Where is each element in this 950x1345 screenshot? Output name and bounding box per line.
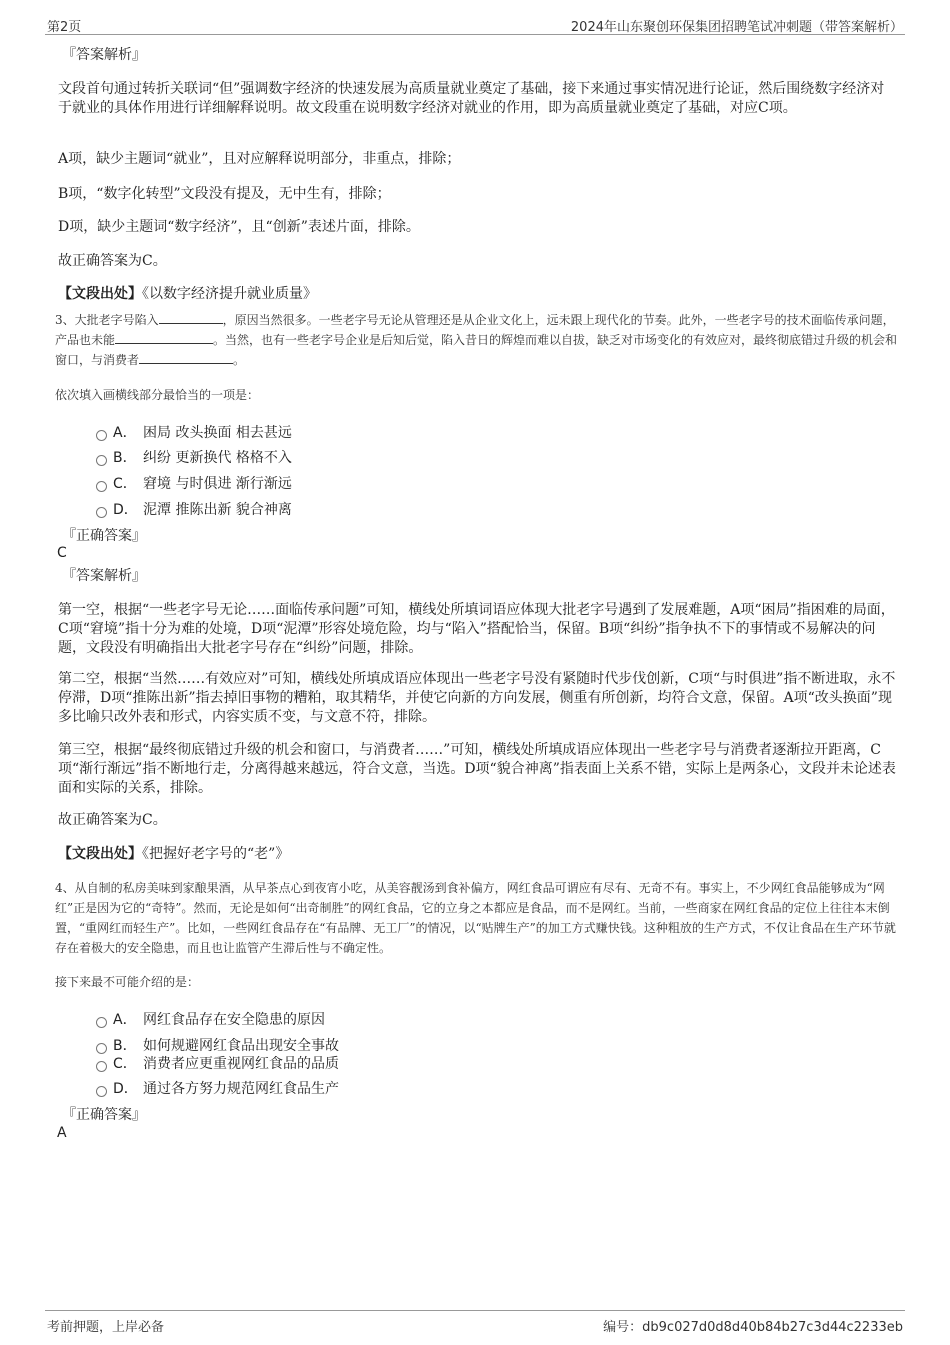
- question-3-stem: [55, 310, 900, 370]
- option-letter: C．: [113, 1056, 137, 1072]
- radio-icon[interactable]: [96, 430, 107, 441]
- analysis-option-a: A项，缺少主题词“就业”，且对应解释说明部分，非重点，排除；: [58, 151, 461, 167]
- option-letter: B．: [113, 1038, 137, 1054]
- analysis-option-b: B项，“数字化转型”文段没有提及，无中生有，排除；: [58, 186, 391, 202]
- analysis-label: 『答案解析』: [62, 568, 146, 584]
- id-value: db9c027d0d8d40b84b27c3d44c2233eb: [642, 1320, 903, 1335]
- option-text: 泥潭 推陈出新 貌合神离: [143, 502, 292, 518]
- option-letter: A．: [113, 1012, 137, 1028]
- question-4-prompt: 接下来最不可能介绍的是：: [55, 975, 200, 989]
- document-id: [603, 1316, 903, 1335]
- analysis-paragraph: 文段首句通过转折关联词“但”强调数字经济的快速发展为高质量就业奠定了基础，接下来通过事实情况进行论证，然后围绕数字经济对于就业的具体作用进行详细解释说明。故文段重在说明数字经济对就业的作用，即为高质量就业奠定了基础，对应C项。: [58, 81, 885, 116]
- page-header: [45, 14, 905, 35]
- option-letter: A．: [113, 425, 137, 441]
- analysis-conclusion: 故正确答案为C。: [58, 812, 167, 828]
- stem-text: 。: [233, 353, 246, 367]
- q4-option-a[interactable]: [96, 1009, 325, 1029]
- stem-text: 。当然，也有一些老字号企业是后知后觉，陷入昔日的辉煌而难以自拔，缺乏对市场变化的有效应对，最终彻底错过升级的机会和窗口，与消费者: [55, 333, 898, 367]
- option-text: 消费者应更重视网红食品的品质: [143, 1056, 339, 1072]
- q3-option-b[interactable]: [96, 447, 292, 467]
- q3-option-a[interactable]: [96, 422, 292, 442]
- blank-1: [159, 311, 223, 324]
- source-line: [58, 845, 896, 864]
- option-text: 如何规避网红食品出现安全事故: [143, 1038, 339, 1054]
- blank-2: [115, 331, 213, 344]
- radio-icon[interactable]: [96, 481, 107, 492]
- source-title: 《以数字经济提升就业质量》: [142, 286, 317, 302]
- radio-icon[interactable]: [96, 1086, 107, 1097]
- analysis-label: 『答案解析』: [62, 47, 146, 63]
- option-text: 通过各方努力规范网红食品生产: [143, 1081, 339, 1097]
- footer-slogan: 考前押题，上岸必备: [47, 1320, 165, 1335]
- q3-option-d[interactable]: [96, 499, 292, 519]
- radio-icon[interactable]: [96, 1017, 107, 1028]
- id-label: 编号：: [603, 1320, 643, 1335]
- option-letter: C．: [113, 476, 137, 492]
- correct-answer: A: [57, 1125, 67, 1141]
- question-4-stem: 4、从自制的私房美味到家酿果酒，从早茶点心到夜宵小吃，从美容靓汤到食补偏方，网红食品可谓应有尽有、无奇不有。事实上，不少网红食品能够成为“网红”正是因为它的“奇特”。然而，无论是如何“出奇制胜”的网红食品，它的立身之本都应是食品，而不是网红。当前，一些商家在网红食品的定位上往往本末倒置，“重网红而轻生产”。比如，一些网红食品存在“有品牌、无工厂”的情况，以“贴牌生产”的加工方式赚快钱。这种粗放的生产方式，不仅让食品在生产环节就存在着极大的安全隐患，而且也让监管产生滞后性与不确定性。: [55, 881, 896, 955]
- radio-icon[interactable]: [96, 1043, 107, 1054]
- q4-option-c[interactable]: [96, 1053, 339, 1073]
- analysis-blank-3: 第三空，根据“最终彻底错过升级的机会和窗口，与消费者……”可知，横线处所填成语应体现出一些老字号与消费者逐渐拉开距离，C项“渐行渐远”指不断地行走，分离得越来越远，符合文意，当选。D项“貌合神离”指表面上关系不错，实际上是两条心，文段并未论述表面和实际的关系，排除。: [58, 742, 896, 796]
- blank-3: [139, 351, 233, 364]
- stem-text: 3、大批老字号陷入: [55, 313, 159, 327]
- analysis-option-d: D项，缺少主题词“数字经济”，且“创新”表述片面，排除。: [58, 219, 420, 235]
- page-number: 第2页: [47, 20, 82, 35]
- source-title: 《把握好老字号的“老”》: [142, 846, 290, 862]
- stem-text: ，原因当然很多。一些老字号无论从管理还是从企业文化上，远未跟上现代化的节奏。此外，一些老字号的技术面临传承问题，产品也未能: [55, 313, 895, 347]
- source-line: [58, 285, 896, 304]
- option-text: 纠纷 更新换代 格格不入: [143, 450, 292, 466]
- radio-icon[interactable]: [96, 455, 107, 466]
- option-letter: D．: [113, 502, 138, 518]
- analysis-conclusion: 故正确答案为C。: [58, 253, 167, 269]
- question-3-prompt: 依次填入画横线部分最恰当的一项是：: [55, 388, 260, 402]
- source-label: 【文段出处】: [58, 846, 142, 862]
- correct-answer-label: 『正确答案』: [62, 528, 146, 544]
- analysis-blank-2: 第二空，根据“当然……有效应对”可知，横线处所填成语应体现出一些老字号没有紧随时代步伐创新，C项“与时俱进”指不断进取，永不停滞，D项“推陈出新”指去掉旧事物的糟粕，取其精华，并使它向新的方向发展，侧重有所创新，均符合文意，保留。A项“改头换面”现多比喻只改外表和形式，内容实质不变，与文意不符，排除。: [58, 671, 896, 725]
- source-label: 【文段出处】: [58, 286, 142, 302]
- option-letter: B．: [113, 450, 137, 466]
- correct-answer-label: 『正确答案』: [62, 1107, 146, 1123]
- correct-answer: C: [57, 545, 67, 561]
- option-text: 困局 改头换面 相去甚远: [143, 425, 292, 441]
- radio-icon[interactable]: [96, 507, 107, 518]
- page-footer: [45, 1310, 905, 1335]
- option-letter: D．: [113, 1081, 138, 1097]
- q4-option-d[interactable]: [96, 1078, 339, 1098]
- option-text: 网红食品存在安全隐患的原因: [143, 1012, 325, 1028]
- analysis-blank-1: 第一空，根据“一些老字号无论……面临传承问题”可知，横线处所填词语应体现大批老字号遇到了发展难题，A项“困局”指困难的局面，C项“窘境”指十分为难的处境，D项“泥潭”形容处境危险，均与“陷入”搭配恰当，保留。B项“纠纷”指争执不下的事情或不易解决的问题，文段没有明确指出大批老字号存在“纠纷”问题，排除。: [58, 602, 895, 656]
- option-text: 窘境 与时俱进 渐行渐远: [143, 476, 292, 492]
- document-title: 2024年山东聚创环保集团招聘笔试冲刺题（带答案解析）: [570, 20, 903, 35]
- q3-option-c[interactable]: [96, 473, 292, 493]
- q4-option-b[interactable]: [96, 1035, 339, 1055]
- radio-icon[interactable]: [96, 1061, 107, 1072]
